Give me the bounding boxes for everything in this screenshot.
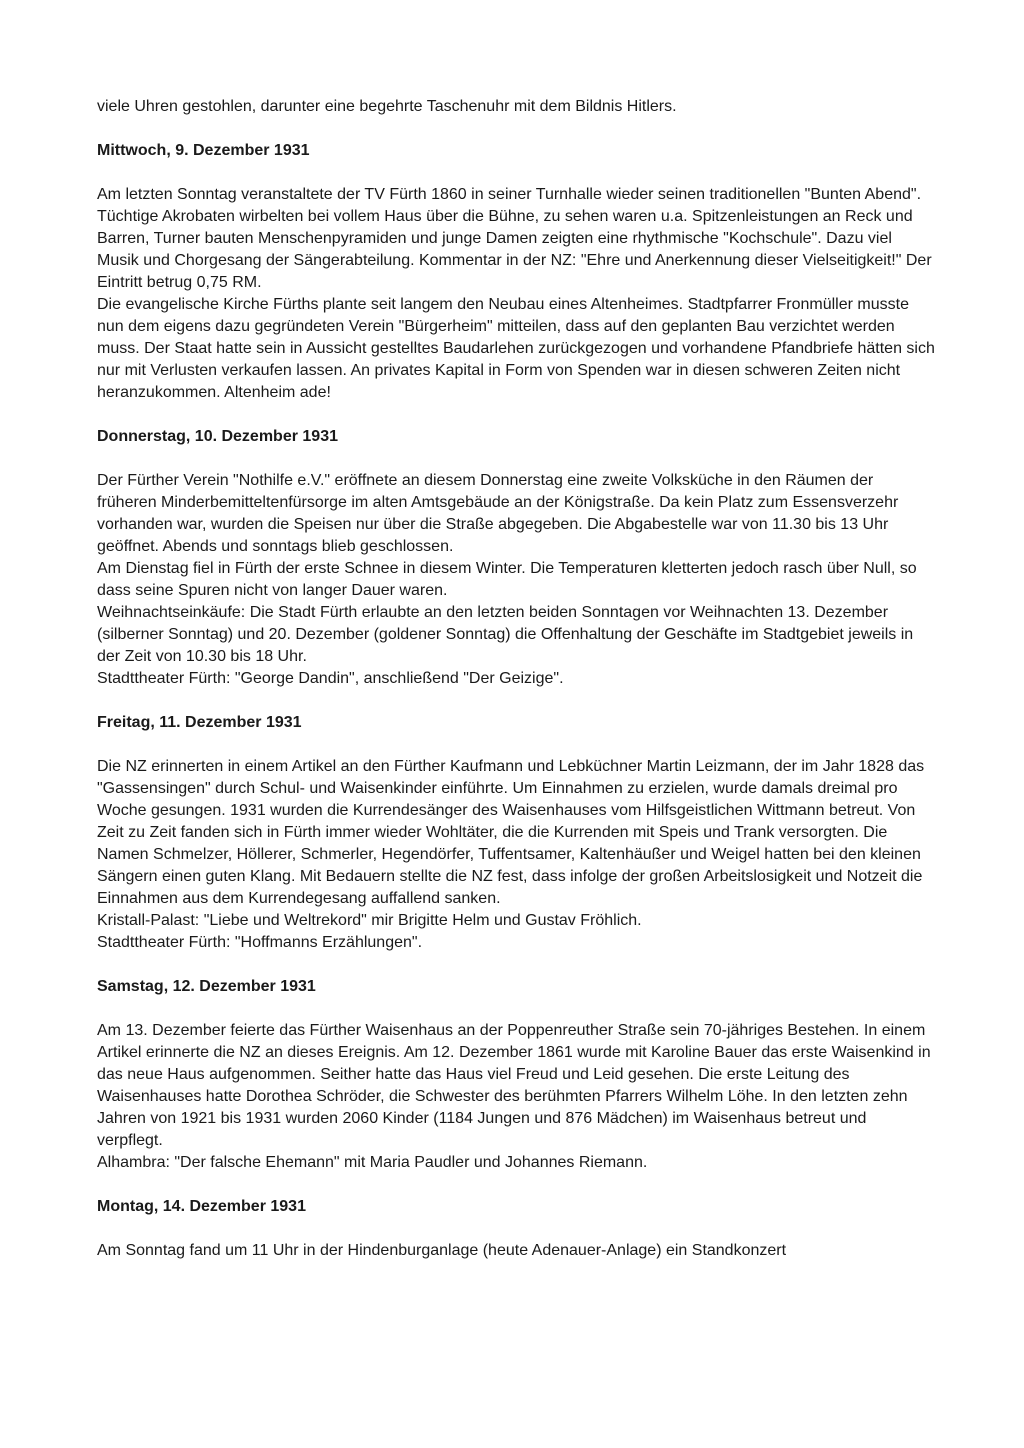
paragraph: Die NZ erinnerten in einem Artikel an den Fürther Kaufmann und Lebküchner Martin Leizmann, der im Jahr 1828 das "Gassensingen" durch Schul- und Waisenkinder einführte. Um Einnahmen zu erzielen, wurde damals dreimal pro Woche gesungen. 1931 wurden die Kurrendesänger des Waisenhauses vom Hilfsgeistlichen Wittmann betreut. Von Zeit zu Zeit fanden sich in Fürth immer wieder Wohltäter, die die Kurrenden mit Speis und Trank versorgten. Die Namen Schmelzer, Höllerer, Schmerler, Hegendörfer, Tuffentsamer, Kaltenhäußer und Weigel hatten bei den kleinen Sängern einen guten Klang. Mit Bedauern stellte die NZ fest, dass infolge der großen Arbeitslosigkeit und Notzeit die Einnahmen aus dem Kurrendegesang auffallend sanken. bbox=[97, 758, 925, 907]
paragraph: Alhambra: "Der falsche Ehemann" mit Maria Paudler und Johannes Riemann. bbox=[97, 1154, 648, 1171]
paragraph: Am Sonntag fand um 11 Uhr in der Hindenburganlage (heute Adenauer-Anlage) ein Standkonzert bbox=[97, 1242, 787, 1259]
date-heading: Donnerstag, 10. Dezember 1931 bbox=[97, 428, 338, 445]
paragraph: Der Fürther Verein "Nothilfe e.V." eröffnete an diesem Donnerstag eine zweite Volksküche in den Räumen der früheren Minderbemitteltenfürsorge im alten Amtsgebäude an der Königstraße. Da kein Platz zum Essensverzehr vorhanden war, wurden die Speisen nur über die Straße abgegeben. Die Abgabestelle war von 11.30 bis 13 Uhr geöffnet. Abends und sonntags blieb geschlossen. bbox=[97, 472, 899, 555]
paragraph: Stadttheater Fürth: "Hoffmanns Erzählungen". bbox=[97, 934, 423, 951]
document-body bbox=[97, 96, 935, 1262]
paragraph: Am 13. Dezember feierte das Fürther Waisenhaus an der Poppenreuther Straße sein 70-jähriges Bestehen. In einem Artikel erinnerte die NZ an dieses Ereignis. Am 12. Dezember 1861 wurde mit Karoline Bauer das erste Waisenkind in das neue Haus aufgenommen. Seither hatte das Haus viel Freud und Leid gesehen. Die erste Leitung des Waisenhauses hatte Dorothea Schröder, die Schwester des berühmten Pfarrers Wilhelm Löhe. In den letzten zehn Jahren von 1921 bis 1931 wurden 2060 Kinder (1184 Jungen und 876 Mädchen) im Waisenhaus betreut und verpflegt. bbox=[97, 1022, 931, 1149]
date-heading: Freitag, 11. Dezember 1931 bbox=[97, 714, 302, 731]
paragraph: Am Dienstag fiel in Fürth der erste Schnee in diesem Winter. Die Temperaturen kletterten jedoch rasch über Null, so dass seine Spuren nicht von langer Dauer waren. bbox=[97, 560, 917, 599]
paragraph: Kristall-Palast: "Liebe und Weltrekord" mir Brigitte Helm und Gustav Fröhlich. bbox=[97, 912, 642, 929]
paragraph: Weihnachtseinkäufe: Die Stadt Fürth erlaubte an den letzten beiden Sonntagen vor Weihnachten 13. Dezember (silberner Sonntag) und 20. Dezember (goldener Sonntag) die Offenhaltung der Geschäfte im Stadtgebiet jeweils in der Zeit von 10.30 bis 18 Uhr. bbox=[97, 604, 914, 665]
paragraph: Die evangelische Kirche Fürths plante seit langem den Neubau eines Altenheimes. Stadtpfarrer Fronmüller musste nun dem eigens dazu gegründeten Verein "Bürgerheim" mitteilen, dass auf den geplanten Bau verzichtet werden muss. Der Staat hatte sein in Aussicht gestelltes Baudarlehen zurückgezogen und vorhandene Pfandbriefe hätten sich nur mit Verlusten verkaufen lassen. An privates Kapital in Form von Spenden war in diesen schweren Zeiten nicht heranzukommen. Altenheim ade! bbox=[97, 296, 935, 401]
date-heading: Samstag, 12. Dezember 1931 bbox=[97, 978, 316, 995]
paragraph: Am letzten Sonntag veranstaltete der TV Fürth 1860 in seiner Turnhalle wieder seinen traditionellen "Bunten Abend". Tüchtige Akrobaten wirbelten bei vollem Haus über die Bühne, zu sehen waren u.a. Spitzenleistungen an Reck und Barren, Turner bauten Menschenpyramiden und junge Damen zeigten eine rhythmische "Kochschule". Dazu viel Musik und Chorgesang der Sängerabteilung. Kommentar in der NZ: "Ehre und Anerkennung dieser Vielseitigkeit!" Der Eintritt betrug 0,75 RM. bbox=[97, 186, 932, 291]
date-heading: Mittwoch, 9. Dezember 1931 bbox=[97, 142, 310, 159]
lead-paragraph: viele Uhren gestohlen, darunter eine begehrte Taschenuhr mit dem Bildnis Hitlers. bbox=[97, 98, 677, 115]
date-heading: Montag, 14. Dezember 1931 bbox=[97, 1198, 306, 1215]
paragraph: Stadttheater Fürth: "George Dandin", anschließend "Der Geizige". bbox=[97, 670, 564, 687]
